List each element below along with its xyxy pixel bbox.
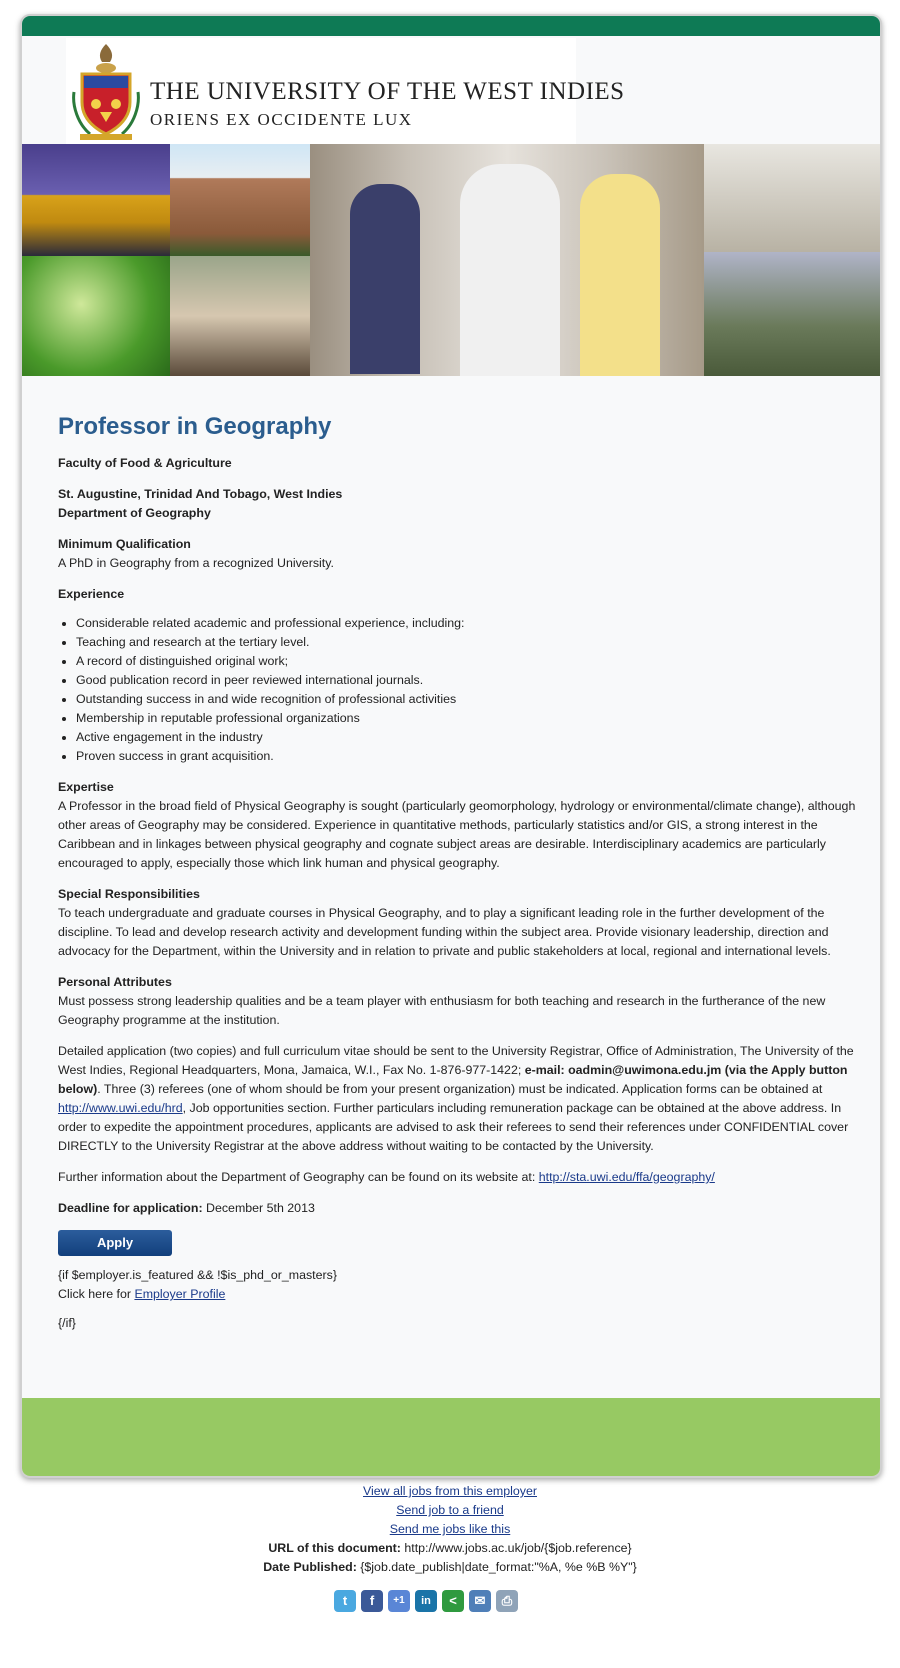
job-content xyxy=(58,412,858,1345)
brand-top-bar xyxy=(22,16,880,36)
footer-green-band xyxy=(22,1398,880,1478)
list-item: • Membership in reputable professional organizations xyxy=(76,709,858,728)
university-crest-icon xyxy=(70,42,142,142)
special-responsibilities-text: To teach undergraduate and graduate courses in Physical Geography, and to play a significant leading role in the further development of the discipline. To lead and develop research activity and development funding within the subject area. Provide visionary leadership, direction and advocacy for the Department, within the University and in relation to private and public stakeholders at local, regional and international levels. xyxy=(58,906,831,958)
url-label: URL of this document: xyxy=(268,1541,401,1555)
employer-profile-link[interactable]: Employer Profile xyxy=(134,1287,226,1301)
list-item: • Good publication record in peer reviewed international journals. xyxy=(76,671,858,690)
job-card xyxy=(20,14,882,1478)
view-all-jobs-link[interactable]: View all jobs from this employer xyxy=(363,1484,537,1498)
building-photo-2 xyxy=(170,144,310,256)
deadline-label: Deadline for application: xyxy=(58,1201,203,1215)
special-responsibilities-heading: Special Responsibilities xyxy=(58,887,200,901)
experience-list xyxy=(58,614,858,766)
google-plus-icon[interactable]: +1 xyxy=(388,1590,410,1612)
hrd-link[interactable]: http://www.uwi.edu/hrd xyxy=(58,1101,183,1115)
geography-website-link[interactable]: http://sta.uwi.edu/ffa/geography/ xyxy=(538,1170,715,1184)
share-toolbar xyxy=(334,1590,523,1616)
personal-attributes-text: Must possess strong leadership qualities and be a team player with enthusiasm for both teaching and research in the furtherance of the new Geography programme at the institution. xyxy=(58,994,826,1027)
footer-links xyxy=(0,1482,900,1577)
computer-lab-photo xyxy=(704,144,880,252)
send-to-friend-link[interactable]: Send job to a friend xyxy=(396,1503,504,1517)
apply-button[interactable]: Apply xyxy=(58,1230,172,1256)
application-email: e-mail: oadmin@uwimona.edu.jm (via the Apply button below) xyxy=(58,1063,848,1096)
personal-attributes-heading: Personal Attributes xyxy=(58,975,172,989)
min-qualification-text: A PhD in Geography from a recognized University. xyxy=(58,556,334,570)
date-published-label: Date Published: xyxy=(263,1560,357,1574)
building-photo-1 xyxy=(22,144,170,256)
expertise-text: A Professor in the broad field of Physical Geography is sought (particularly geomorphology, hydrology or environmental/climate change), although other areas of Geography may be considered. Experience in quantitative methods, particularly statistics and/or GIS, a strong interest in the Caribbean and in linkages between physical geography and cognate subject areas are desirable. Interdisciplinary academics are particularly encouraged to apply, especially those which link human and physical geography. xyxy=(58,799,856,870)
twitter-icon[interactable]: t xyxy=(334,1590,356,1612)
facebook-icon[interactable]: f xyxy=(361,1590,383,1612)
application-text-2: . Three (3) referees (one of whom should be from your present organization) must be indicated. Application forms can be obtained at xyxy=(97,1082,823,1096)
campus-arch-photo xyxy=(704,252,880,376)
application-instructions xyxy=(58,1042,858,1156)
print-icon[interactable]: ⎙ xyxy=(496,1590,518,1612)
template-endif-text: {/if} xyxy=(58,1316,76,1330)
application-text-3: , Job opportunities section. Further particulars including remuneration package can be obtained at the above address. In order to expedite the appointment procedures, applicants are advised to ask their referees to send their references under CONFIDENTIAL cover DIRECTLY to the University Registrar at the above address without waiting to be contacted by the University. xyxy=(58,1101,849,1153)
application-text-1: Detailed application (two copies) and full curriculum vitae should be sent to the University Registrar, Office of Administration, The University of the West Indies, Regional Headquarters, Mona, Jamaica, W.I., Fax No. 1-876-977-1422; xyxy=(58,1044,854,1077)
department: Department of Geography xyxy=(58,506,211,520)
list-item: • Outstanding success in and wide recognition of professional activities xyxy=(76,690,858,709)
deadline-value: December 5th 2013 xyxy=(202,1201,315,1215)
share-icon[interactable]: < xyxy=(442,1590,464,1612)
list-item: • Teaching and research at the tertiary level. xyxy=(76,633,858,652)
list-item: • Active engagement in the industry xyxy=(76,728,858,747)
header-photo-collage xyxy=(22,144,880,394)
send-me-jobs-link[interactable]: Send me jobs like this xyxy=(389,1522,511,1536)
university-motto: ORIENS EX OCCIDENTE LUX xyxy=(150,110,413,129)
min-qualification-heading: Minimum Qualification xyxy=(58,537,191,551)
job-location: St. Augustine, Trinidad And Tobago, West Indies xyxy=(58,487,343,501)
university-logo xyxy=(66,38,625,144)
student-laptop-photo xyxy=(170,256,310,376)
students-photo xyxy=(310,144,704,376)
list-item: • Proven success in grant acquisition. xyxy=(76,747,858,766)
experience-heading: Experience xyxy=(58,587,125,601)
email-icon[interactable]: ✉ xyxy=(469,1590,491,1612)
url-value: http://www.jobs.ac.uk/job/{$job.reference} xyxy=(400,1541,632,1555)
further-info-text: Further information about the Department of Geography can be found on its website at: xyxy=(58,1170,539,1184)
list-item: • A record of distinguished original work; xyxy=(76,652,858,671)
list-item: • Considerable related academic and professional experience, including: xyxy=(76,614,858,633)
template-if-text: {if $employer.is_featured && !$is_phd_or_masters} xyxy=(58,1268,337,1282)
job-title: Professor in Geography xyxy=(58,413,332,440)
university-name: THE UNIVERSITY OF THE WEST INDIES xyxy=(150,78,625,105)
nature-photo xyxy=(22,256,170,376)
click-here-text: Click here for xyxy=(58,1287,135,1301)
expertise-heading: Expertise xyxy=(58,780,114,794)
linkedin-icon[interactable]: in xyxy=(415,1590,437,1612)
faculty: Faculty of Food & Agriculture xyxy=(58,456,232,470)
date-published-value: {$job.date_publish|date_format:"%A, %e %B %Y"} xyxy=(356,1560,637,1574)
